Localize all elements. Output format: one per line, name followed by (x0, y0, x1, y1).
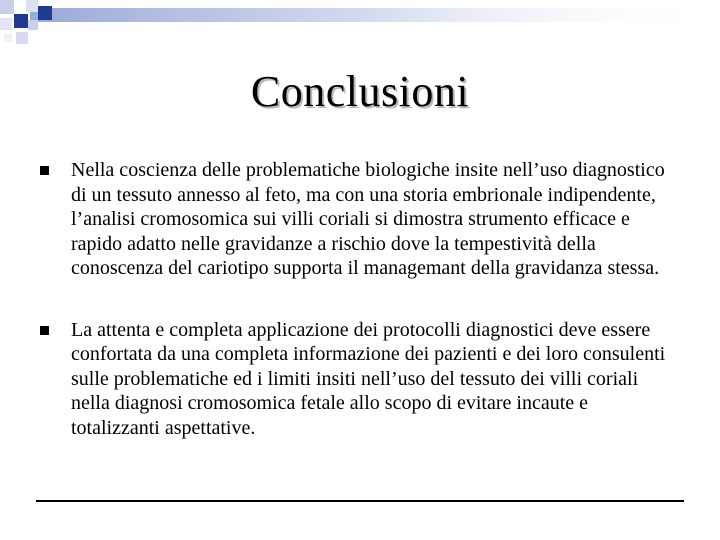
deco-square (16, 32, 28, 44)
bullet-list (40, 158, 680, 477)
deco-square (28, 20, 38, 30)
deco-square (14, 0, 26, 10)
slide-title: Conclusioni (250, 67, 470, 116)
header-gradient-bar (30, 8, 720, 22)
bullet-item (40, 318, 680, 441)
bullet-text: Nella coscienza delle problematiche biologiche insite nell’uso diagnostico di un tessuto annesso al feto, ma con una storia embrionale indipendente, l’analisi cromosomica sui villi coriali si dimostra strumento efficace e rapido adatto nelle gravidanze a rischio dove la tempestività della conoscenza del cariotipo supporta il managemant della gravidanza stessa. (71, 159, 665, 279)
bullet-text: La attenta e completa applicazione dei protocolli diagnostici deve essere confortata da una completa informazione dei pazienti e dei loro consulenti sulle problematiche ed i limiti insiti nell’uso del tessuto dei villi coriali nella diagnosi cromosomica fetale allo scopo di evitare incaute e totalizzanti aspettative. (71, 318, 666, 439)
bullet-item (40, 158, 680, 281)
deco-square (0, 0, 14, 14)
square-bullet-icon (40, 326, 49, 335)
deco-square (26, 0, 38, 12)
deco-square (4, 34, 12, 42)
deco-square (0, 18, 12, 30)
bottom-divider (36, 500, 684, 502)
deco-square (38, 6, 52, 20)
square-bullet-icon (40, 166, 49, 175)
deco-square (14, 14, 28, 28)
decorative-header (0, 0, 720, 60)
